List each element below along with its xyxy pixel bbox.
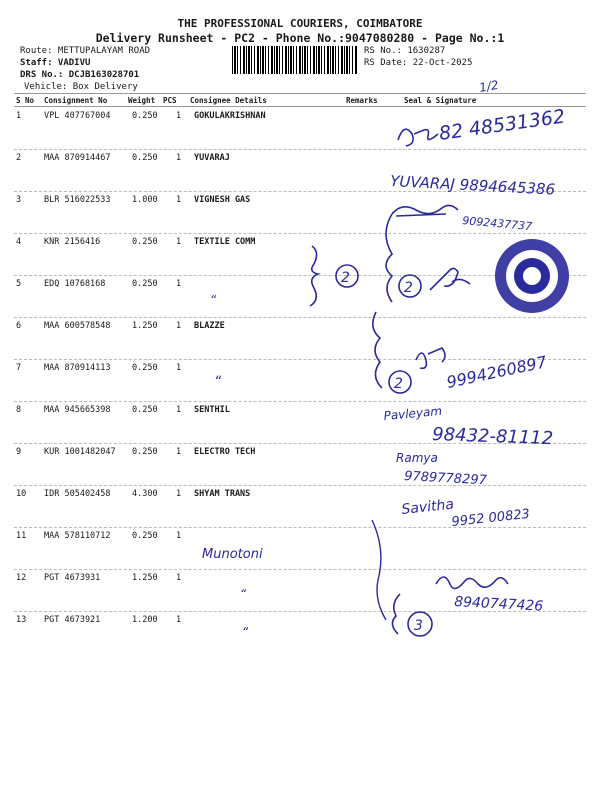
runsheet-title: THE PROFESSIONAL COURIERS, COIMBATORE	[177, 17, 423, 30]
row-pcs: 1	[176, 363, 182, 373]
row-pcs: 1	[176, 195, 182, 205]
company-seal	[495, 239, 569, 313]
group1-count: 2	[341, 270, 350, 286]
row-pcs: 1	[176, 321, 182, 331]
row-weight: 4.300	[132, 489, 158, 499]
row-consignment: VPL 407767004	[44, 111, 111, 121]
sig12-phone: 8940747426	[453, 594, 544, 615]
sig3-phone: 9092437737	[461, 214, 533, 234]
row-pcs: 1	[176, 237, 182, 247]
drs-number: DRS No.: DCJB163028701	[20, 70, 140, 80]
row-consignee: SENTHIL	[194, 405, 230, 415]
signature-row5	[430, 268, 470, 290]
row-consignee: ELECTRO TECH	[194, 447, 256, 457]
row-consignee: BLAZZE	[194, 321, 225, 331]
sig8-name: Pavleyam	[383, 403, 443, 423]
ditto-row13: “	[242, 625, 249, 639]
col-header-consignee: Consignee Details	[190, 96, 267, 105]
row-consignee: YUVARAJ	[194, 153, 230, 163]
sig2-name-phone: YUVARAJ 9894645386	[389, 172, 556, 199]
signature-row12	[436, 577, 508, 589]
sig10-phone: 9952 00823	[450, 506, 531, 530]
row-pcs: 1	[176, 405, 182, 415]
row-sno: 11	[16, 531, 27, 541]
row-sno: 12	[16, 573, 27, 583]
row-pcs: 1	[176, 111, 182, 121]
ditto-row12: “	[240, 587, 247, 601]
row-consignment: MAA 945665398	[44, 405, 111, 415]
row-consignee: GOKULAKRISHNAN	[194, 111, 266, 121]
row-pcs: 1	[176, 279, 182, 289]
row-pcs: 1	[176, 573, 182, 583]
row-consignment: IDR 505402458	[44, 489, 111, 499]
row-pcs: 1	[176, 153, 182, 163]
group4-count: 3	[414, 618, 423, 634]
rs-number: RS No.: 1630287	[364, 46, 446, 56]
row-consignment: KUR 1001482047	[44, 447, 116, 457]
row11-note: Munotoni	[202, 547, 263, 562]
row-sno: 13	[16, 615, 27, 625]
row-consignee: TEXTILE COMM	[194, 237, 256, 247]
row-weight: 0.250	[132, 111, 158, 121]
rs-date: RS Date: 22-Oct-2025	[364, 58, 473, 68]
route-label: Route: METTUPALAYAM ROAD	[20, 46, 151, 56]
signature-row1	[398, 129, 438, 146]
sig10-name: Savitha	[400, 496, 455, 518]
page-mark: 1/2	[478, 77, 500, 95]
row-weight: 0.250	[132, 363, 158, 373]
row-consignment: MAA 578110712	[44, 531, 111, 541]
col-header-pcs: PCS	[163, 96, 177, 105]
sig7-phone: 9994260897	[444, 352, 549, 392]
row-consignment: MAA 870914113	[44, 363, 111, 373]
sig8-phone: 98432-81112	[431, 424, 554, 450]
row-consignment: PGT 4673931	[44, 573, 101, 583]
signature-row3	[392, 205, 458, 216]
row-consignment: MAA 600578548	[44, 321, 111, 331]
row-sno: 6	[16, 321, 22, 331]
row-sno: 9	[16, 447, 22, 457]
row-pcs: 1	[176, 447, 182, 457]
row-weight: 1.250	[132, 321, 158, 331]
group2-count: 2	[404, 280, 413, 296]
row-sno: 8	[16, 405, 22, 415]
vehicle-label: Vehicle: Box Delivery	[24, 82, 138, 92]
col-header-remarks: Remarks	[346, 96, 378, 105]
row-pcs: 1	[176, 489, 182, 499]
row-weight: 0.250	[132, 237, 158, 247]
row-consignment: PGT 4673921	[44, 615, 101, 625]
group2-bracket	[386, 214, 392, 302]
row-sno: 7	[16, 363, 22, 373]
row-sno: 2	[16, 153, 22, 163]
runsheet-subtitle: Delivery Runsheet - PC2 - Phone No.:9047080280 - Page No.:1	[95, 31, 505, 45]
row-pcs: 1	[176, 615, 182, 625]
sig9-name: Ramya	[396, 451, 438, 465]
row-sno: 10	[16, 489, 27, 499]
row-weight: 1.200	[132, 615, 158, 625]
sig1-phone: 82 48531362	[437, 105, 567, 145]
col-header-sno: S No	[16, 96, 35, 105]
row-sno: 3	[16, 195, 22, 205]
row-weight: 0.250	[132, 405, 158, 415]
row-consignee: SHYAM TRANS	[194, 489, 251, 499]
row-consignment: MAA 870914467	[44, 153, 111, 163]
row-weight: 1.000	[132, 195, 158, 205]
row-weight: 0.250	[132, 531, 158, 541]
row-sno: 4	[16, 237, 22, 247]
line-stroke-right	[372, 520, 386, 620]
ditto-row7: “	[214, 374, 222, 390]
row-consignment: BLR 516022533	[44, 195, 111, 205]
row-weight: 1.250	[132, 573, 158, 583]
row-pcs: 1	[176, 531, 182, 541]
ditto-row5: “	[210, 293, 217, 307]
row-consignment: EDQ 10768168	[44, 279, 106, 289]
row-weight: 0.250	[132, 153, 158, 163]
staff-label: Staff: VADIVU	[20, 58, 91, 68]
sig9-phone: 9789778297	[403, 469, 488, 489]
row-sno: 5	[16, 279, 22, 289]
group4-bracket	[392, 594, 400, 634]
col-header-weight: Weight	[128, 96, 156, 105]
group3-count: 2	[394, 376, 403, 392]
col-header-signature: Seal & Signature	[404, 96, 477, 105]
signature-row7	[416, 348, 445, 368]
row-consignment: KNR 2156416	[44, 237, 101, 247]
row-weight: 0.250	[132, 279, 158, 289]
group3-bracket	[373, 312, 382, 388]
row-consignee: VIGNESH GAS	[194, 195, 251, 205]
row-sno: 1	[16, 111, 22, 121]
row-weight: 0.250	[132, 447, 158, 457]
col-header-consignment: Consignment No	[44, 96, 108, 105]
group1-bracket	[310, 246, 318, 306]
